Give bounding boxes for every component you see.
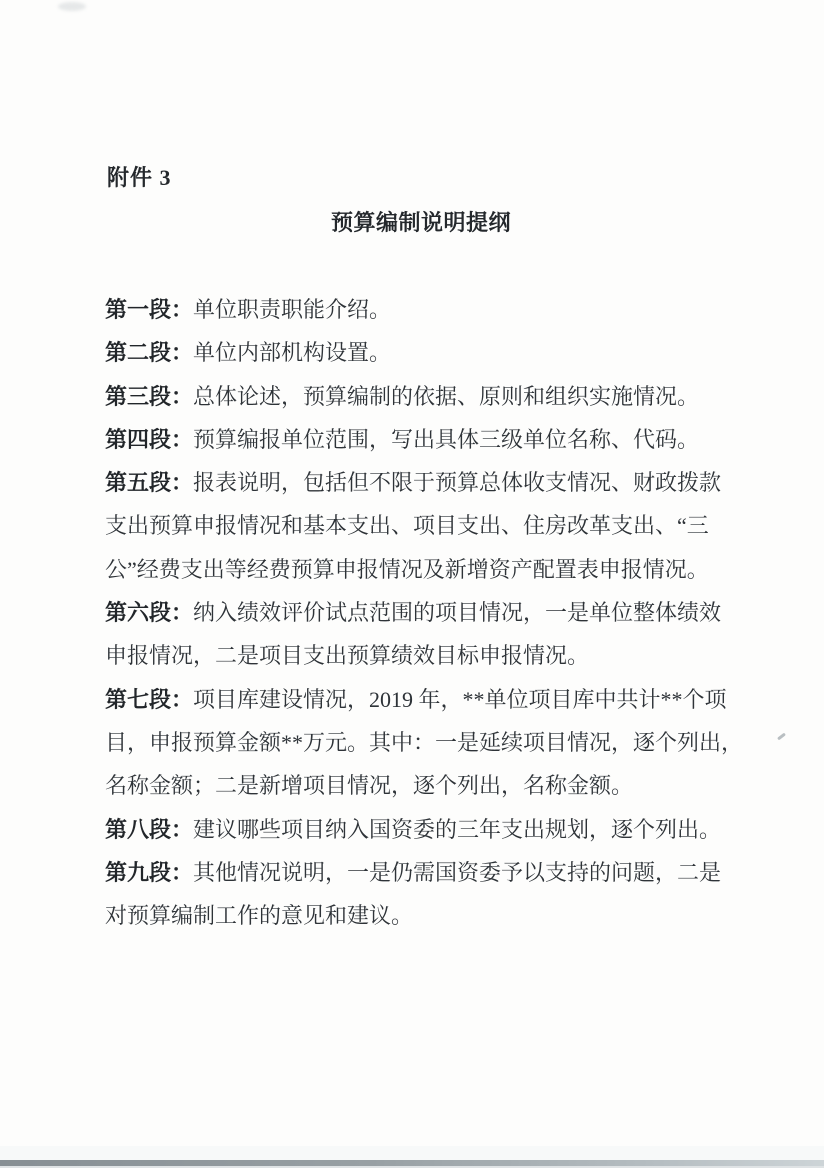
document-line: [105, 504, 765, 547]
paragraph-label: 第一段：: [105, 297, 194, 322]
scan-bottom-band: [0, 1146, 824, 1160]
document-line: [105, 764, 765, 807]
paragraph-text: 申报情况，二是项目支出预算绩效目标申报情况。: [105, 643, 590, 669]
paragraph-label: 第四段：: [105, 426, 194, 452]
document-line: [105, 375, 765, 418]
paragraph-text: 公”经费支出等经费预算申报情况及新增资产配置表申报情况。: [105, 556, 709, 582]
document-line: [105, 461, 765, 504]
document-line: [105, 634, 765, 677]
paragraph-text: 纳入绩效评价试点范围的项目情况，一是单位整体绩效: [193, 600, 722, 626]
paragraph-label: 第六段：: [105, 600, 194, 626]
paragraph-label: 第九段：: [105, 859, 194, 885]
paragraph-text: 支出预算申报情况和基本支出、项目支出、住房改革支出、“三: [105, 513, 709, 539]
document-line: [105, 851, 765, 894]
document-line: [105, 548, 765, 591]
paragraph-text: 目，申报预算金额**万元。其中：一是延续项目情况，逐个列出，: [105, 729, 744, 755]
paragraph-label: 第八段：: [105, 816, 194, 842]
document-line: [105, 894, 765, 937]
paragraph-text: 其他情况说明，一是仍需国资委予以支持的问题，二是: [193, 859, 722, 885]
paragraph-text: 报表说明，包括但不限于预算总体收支情况、财政拨款: [193, 470, 722, 496]
document-body: [105, 288, 765, 937]
document-line: [105, 418, 765, 461]
paragraph-text: 建议哪些项目纳入国资委的三年支出规划，逐个列出。: [193, 816, 722, 842]
document-line: [105, 591, 765, 634]
document-line: [105, 721, 765, 764]
paragraph-text: 总体论述，预算编制的依据、原则和组织实施情况。: [193, 383, 700, 409]
paragraph-label: 第二段：: [105, 340, 194, 366]
paragraph-text: 单位内部机构设置。: [193, 340, 392, 366]
page-title: 预算编制说明提纲: [330, 210, 511, 235]
paragraph-label: 第五段：: [105, 470, 194, 496]
document-line: [105, 331, 765, 374]
document-line: [105, 288, 765, 331]
document-line: [105, 678, 765, 721]
paragraph-label: 第七段：: [105, 686, 194, 712]
attachment-label: 附件 3: [107, 165, 172, 190]
paragraph-text: 单位职责职能介绍。: [193, 297, 392, 322]
paragraph-text: 名称金额；二是新增项目情况，逐个列出，名称金额。: [105, 773, 634, 799]
paragraph-label: 第三段：: [105, 383, 194, 409]
scan-smudge: [58, 2, 86, 11]
paragraph-text: 项目库建设情况，2019 年，**单位项目库中共计**个项: [193, 686, 727, 712]
document-line: [105, 808, 765, 851]
paragraph-text: 预算编报单位范围，写出具体三级单位名称、代码。: [193, 426, 700, 452]
paragraph-text: 对预算编制工作的意见和建议。: [105, 903, 414, 929]
scan-tick-mark: [777, 733, 786, 741]
